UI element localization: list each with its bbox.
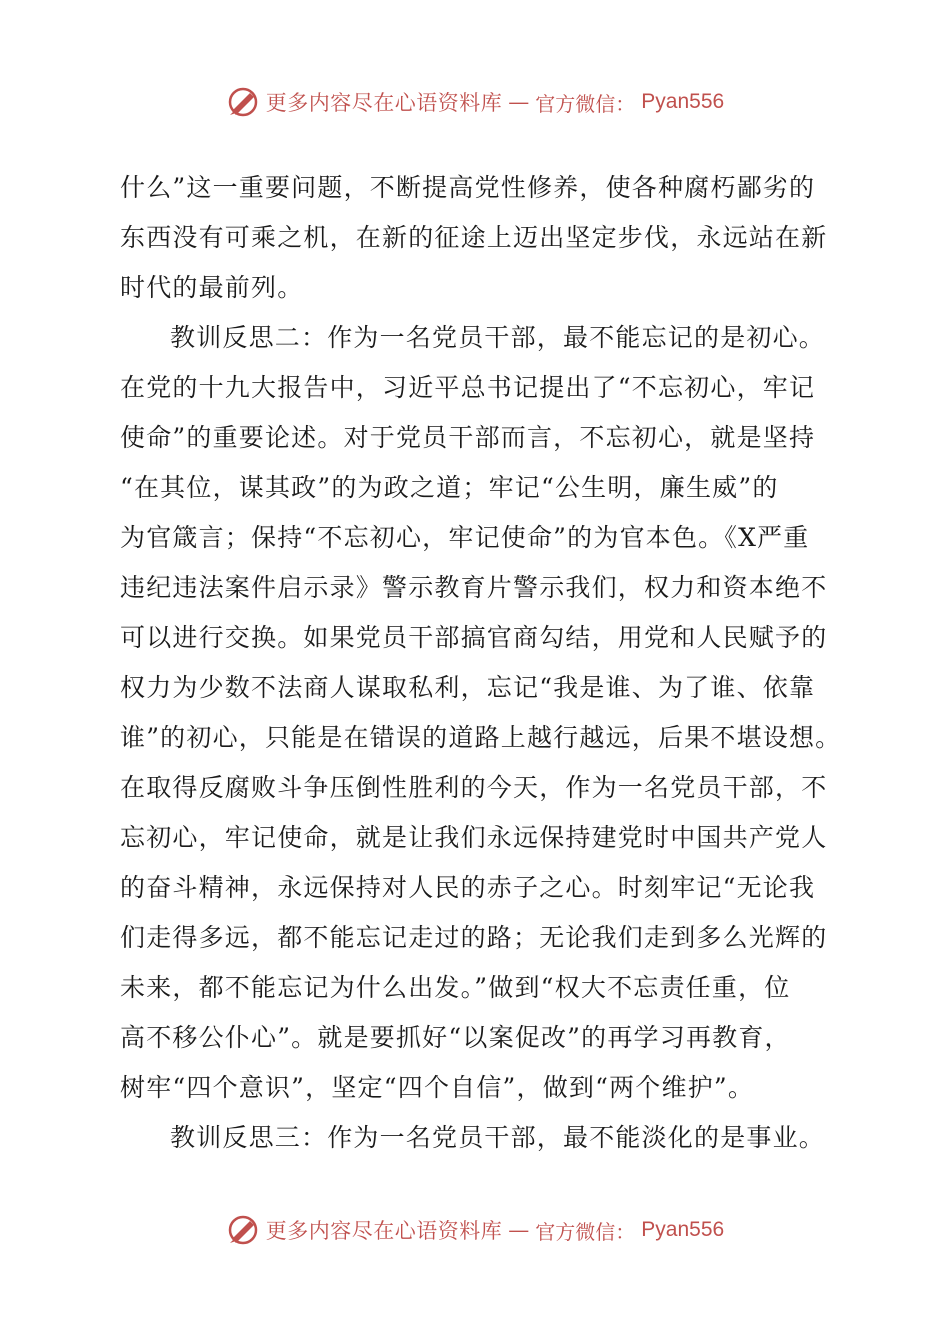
banner-official-label: 官方微信： (535, 1219, 636, 1244)
body-line: 的奋斗精神，永远保持对人民的赤子之心。时刻牢记“无论我 (120, 873, 816, 902)
banner-wechat-id: Pyan556 (641, 90, 725, 113)
banner-brand: 更多内容尽在心语资料库 (265, 1219, 503, 1243)
body-line: 东西没有可乘之机，在新的征途上迈出坚定步伐，永远站在新 (120, 223, 828, 252)
body-line: 们走得多远，都不能忘记走过的路；无论我们走到多么光辉的 (120, 923, 828, 952)
body-line: 违纪违法案件启示录》警示教育片警示我们，权力和资本绝不 (120, 573, 828, 602)
body-line: 使命”的重要论述。对于党员干部而言，不忘初心，就是坚持 (120, 423, 816, 452)
body-line: 忘初心，牢记使命，就是让我们永远保持建党时中国共产党人 (120, 823, 828, 852)
body-line: 在取得反腐败斗争压倒性胜利的今天，作为一名党员干部，不 (120, 773, 828, 802)
body-line: 可以进行交换。如果党员干部搞官商勾结，用党和人民赋予的 (120, 623, 828, 652)
body-line: 什么”这一重要问题，不断提高党性修养，使各种腐朽鄙劣的 (120, 173, 816, 202)
body-line: 谁”的初心，只能是在错误的道路上越行越远，后果不堪设想。 (120, 723, 842, 752)
pen-logo-icon (226, 1213, 260, 1247)
footer-banner (0, 1210, 950, 1250)
body-line: 未来，都不能忘记为什么出发。”做到“权大不忘责任重，位 (120, 973, 791, 1002)
body-line: 权力为少数不法商人谋取私利，忘记“我是谁、为了谁、依靠 (120, 673, 816, 702)
body-line: 高不移公仆心”。就是要抓好“以案促改”的再学习再教育， (120, 1023, 791, 1052)
body-line: 在党的十九大报告中，习近平总书记提出了“不忘初心，牢记 (120, 373, 816, 402)
body-line: “在其位，谋其政”的为政之道；牢记“公生明，廉生威”的 (120, 473, 779, 502)
document-body (120, 163, 842, 1163)
banner-brand: 更多内容尽在心语资料库 (265, 91, 503, 115)
banner-wechat-id: Pyan556 (641, 1218, 725, 1241)
banner-dash: — (508, 1218, 530, 1242)
pen-logo-icon (226, 85, 260, 119)
body-line: 时代的最前列。 (120, 273, 304, 302)
section-heading-line: 教训反思三：作为一名党员干部，最不能淡化的是事业。 (170, 1123, 826, 1152)
header-banner (0, 82, 950, 122)
banner-dash: — (508, 90, 530, 114)
banner-official-label: 官方微信： (535, 91, 636, 116)
body-line: 为官箴言；保持“不忘初心，牢记使命”的为官本色。《X严重 (120, 523, 810, 552)
body-line: 树牢“四个意识”，坚定“四个自信”，做到“两个维护”。 (120, 1073, 755, 1102)
section-heading-line: 教训反思二：作为一名党员干部，最不能忘记的是初心。 (170, 323, 826, 352)
